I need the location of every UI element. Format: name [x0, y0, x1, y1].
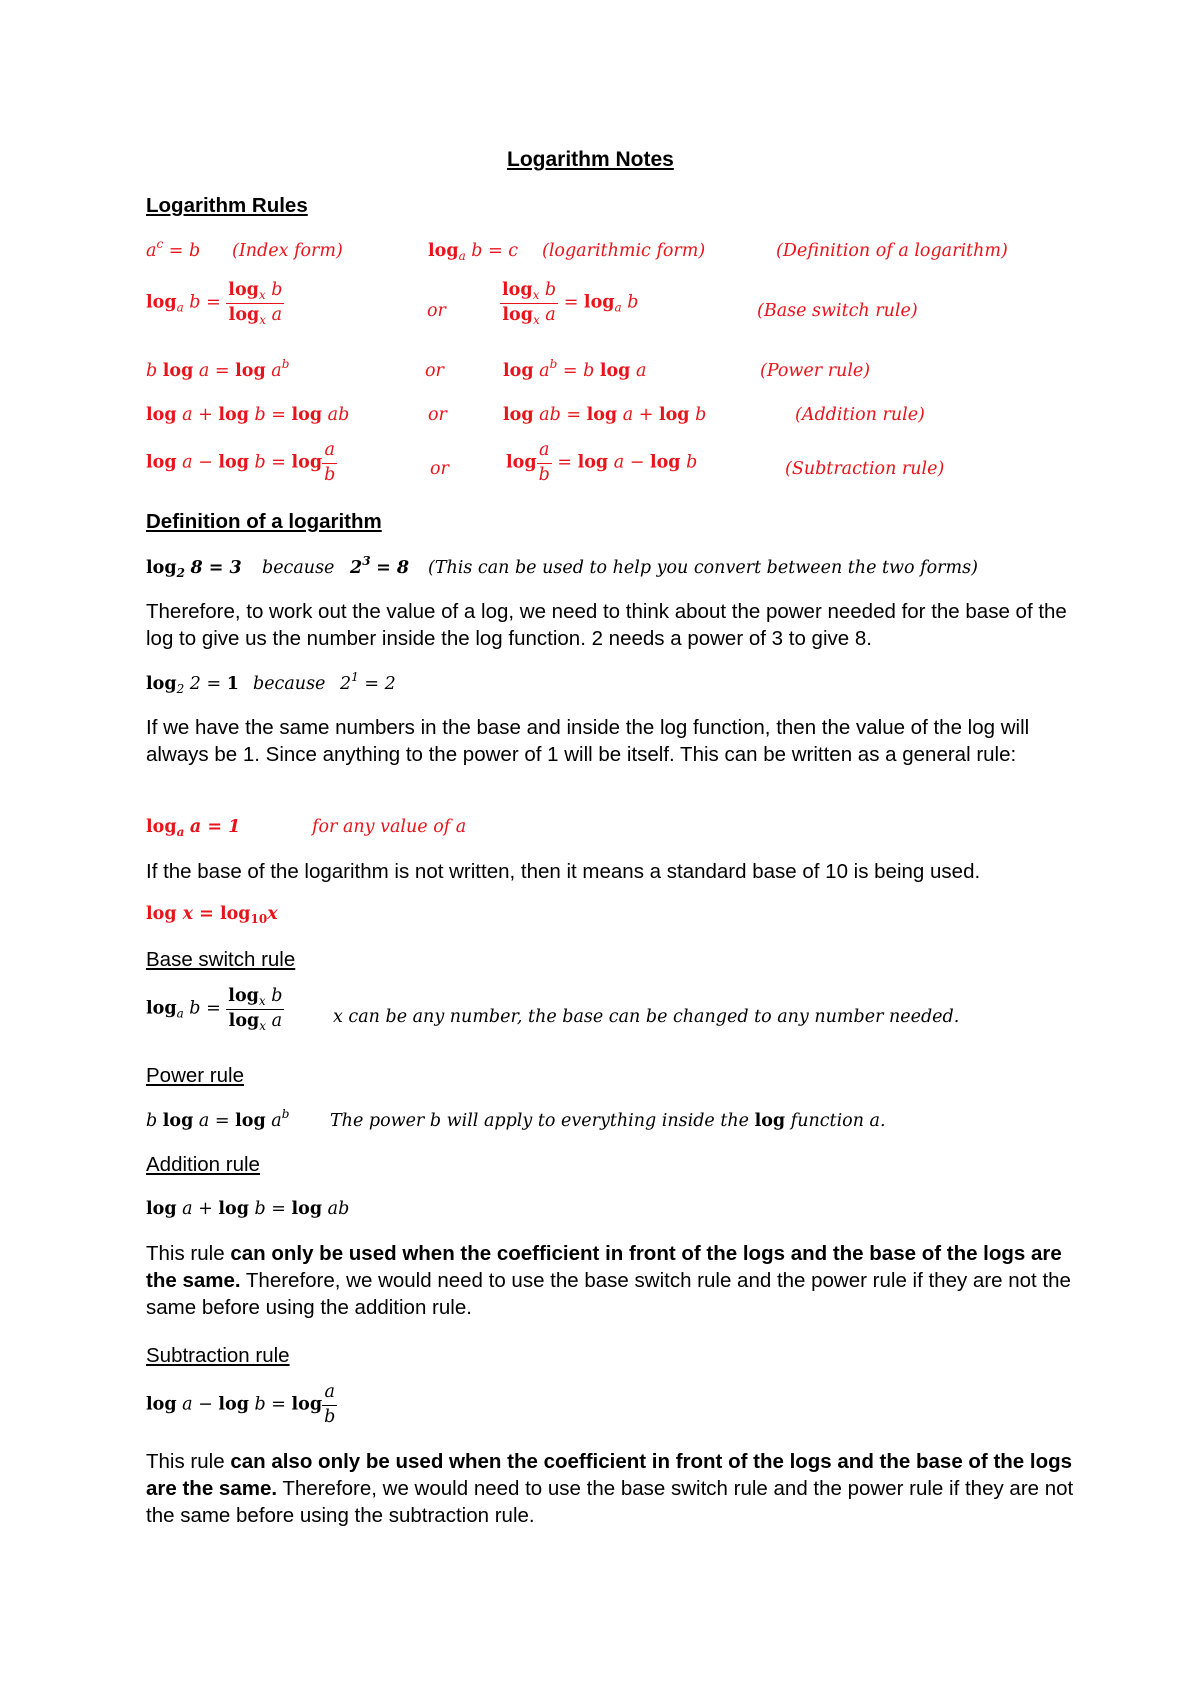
paragraph-addition: This rule can only be used when the coefficient in front of the logs and the base of the logs are the same. Therefore, we would need to use the base switch rule and the power rule if they are not the same before using the addition rule. — [146, 1242, 1071, 1319]
or-text: or — [425, 361, 444, 381]
formula-power-b: $\log a^b = b$ log a — [503, 357, 647, 381]
formula-power-a: b $\log a = \log a^b$ — [146, 357, 290, 381]
power-note: The power b will apply to everything inside the log function a. — [330, 1111, 886, 1131]
example-note: (This can be used to help you convert between the two forms) — [428, 558, 978, 578]
label-definition: (Definition of a logarithm) — [776, 241, 1008, 261]
because-text: because — [253, 674, 326, 694]
rule-note: for any value of a — [312, 817, 467, 837]
formula-2-cubed: $2^3 = 8$ — [350, 554, 410, 578]
or-text: or — [430, 459, 449, 479]
paragraph-subtraction: This rule can also only be used when the coefficient in front of the logs and the base of the logs are the same. Therefore, we would need to use the base switch rule and the power rule if they are not the same before using the subtraction rule. — [146, 1450, 1074, 1527]
formula-base-switch: $\log_a b$ = $\frac{\log_x b}{\log_x a}$ — [146, 986, 283, 1033]
formula-log10: $\log x = \log_{10}x$ — [146, 904, 278, 926]
paragraph-definition-1: Therefore, to work out the value of a log, we need to think about the power needed for the base of the log to give us the number inside the log function. 2 needs a power of 3 to give 8. — [146, 600, 1067, 650]
or-text: or — [427, 301, 446, 321]
formula-log2-2: $\log_2 2 = 1$ — [146, 674, 239, 696]
label-subtraction: (Subtraction rule) — [785, 459, 945, 479]
formula-index-form: $a^c = b$ — [146, 237, 201, 261]
formula-subtraction: log a − log b = log $\frac{a}{b}$ — [146, 1382, 336, 1427]
formula-log2-8: $\log_2 8 = 3$ — [146, 558, 242, 580]
formula-loga-a-rule: $\log_a a = 1$ — [146, 817, 241, 839]
label-base-switch: (Base switch rule) — [757, 301, 918, 321]
formula-base-switch-b: $\frac{\log_x b}{\log_x a}$ = $\log_a b$ — [502, 280, 639, 327]
label-addition: (Addition rule) — [795, 405, 925, 425]
section-heading-rules: Logarithm Rules — [146, 194, 308, 217]
formula-base-switch-a: $\log_a b$ = $\frac{\log_x b}{\log_x a}$ — [146, 280, 283, 327]
section-heading-definition: Definition of a logarithm — [146, 510, 382, 533]
page-title: Logarithm Notes — [507, 148, 674, 171]
base-switch-note: x can be any number, the base can be changed to any number needed. — [333, 1007, 960, 1027]
section-heading-subtraction: Subtraction rule — [146, 1344, 290, 1367]
section-heading-base-switch: Base switch rule — [146, 948, 296, 971]
because-text: because — [262, 558, 335, 578]
paragraph-definition-2: If we have the same numbers in the base and inside the log function, then the value of the log will always be 1. Since anything to the power of 1 will be itself. This can be written as a general rule: — [146, 716, 1030, 766]
formula-2-to-1: $2^1 = 2$ — [340, 670, 396, 694]
or-text: or — [428, 405, 447, 425]
section-heading-power: Power rule — [146, 1064, 244, 1087]
formula-power: b $\log a = \log a^b$ — [146, 1107, 290, 1131]
formula-log-form: $\log_a b = c$ — [428, 241, 519, 263]
formula-addition: log a + log b = log ab — [146, 1199, 350, 1219]
label-power: (Power rule) — [760, 361, 871, 381]
label-log-form: (logarithmic form) — [542, 241, 706, 261]
formula-subtraction-b: log $\frac{a}{b}$ = log a − log b — [506, 440, 698, 485]
section-heading-addition: Addition rule — [146, 1153, 260, 1176]
label-index-form: (Index form) — [232, 241, 343, 261]
formula-addition-b: log ab = log a + log b — [503, 405, 707, 425]
formula-addition-a: log a + log b = log ab — [146, 405, 350, 425]
paragraph-definition-3: If the base of the logarithm is not written, then it means a standard base of 10 is being used. — [146, 860, 981, 883]
formula-subtraction-a: log a − log b = log $\frac{a}{b}$ — [146, 440, 336, 485]
